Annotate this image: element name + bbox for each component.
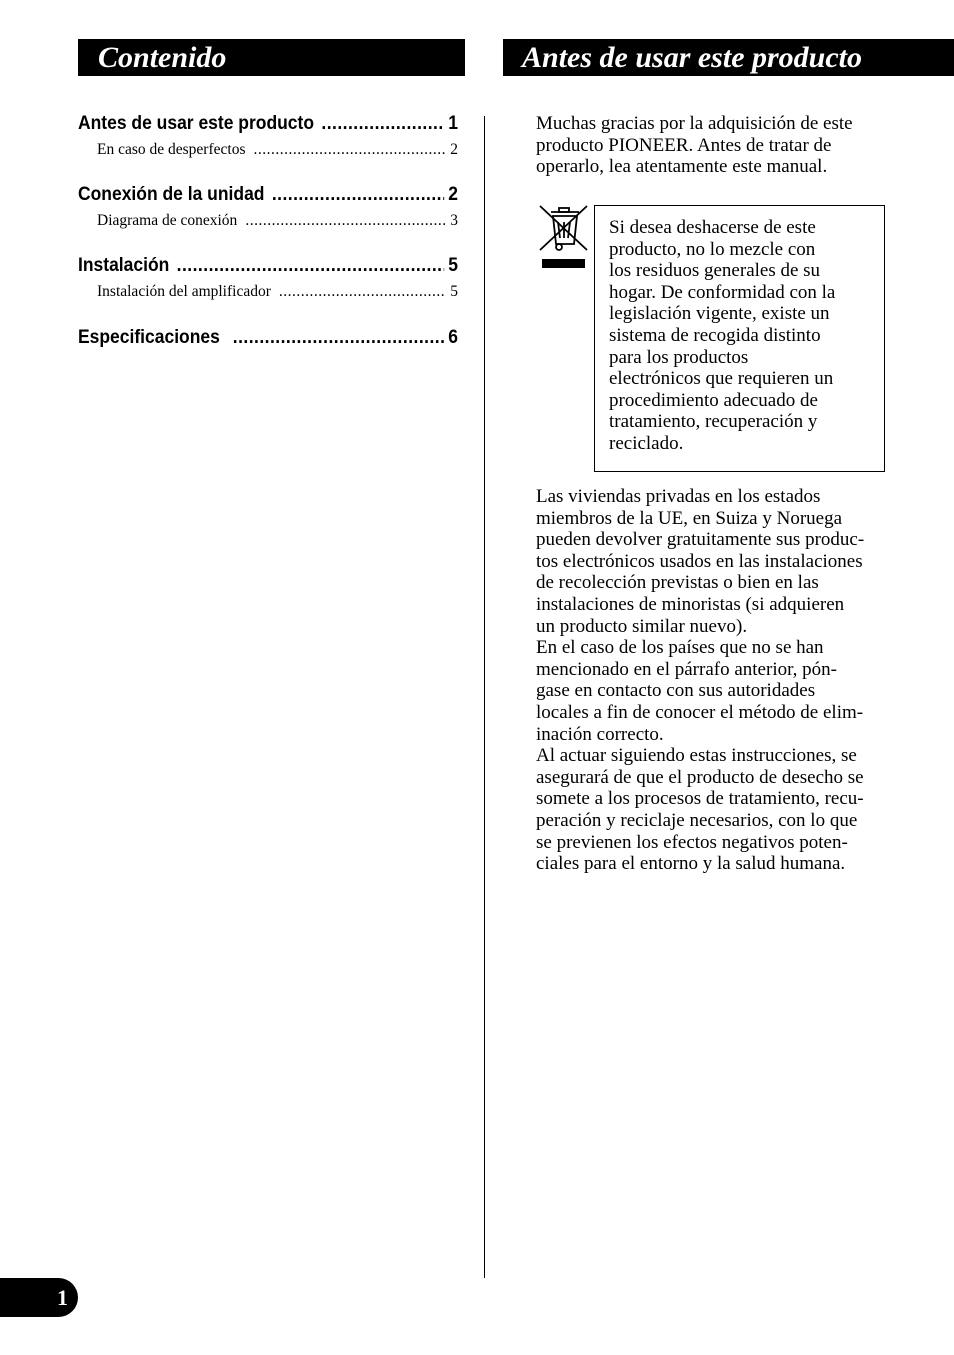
- toc-page: 5: [448, 255, 458, 276]
- toc-entry-3[interactable]: [78, 255, 458, 303]
- text-line: para los productos: [609, 346, 749, 368]
- contents-header: Contenido: [78, 39, 465, 76]
- text-line: pueden devolver gratuitamente sus produc-: [536, 529, 865, 551]
- toc-title[interactable]: Especificaciones: [78, 327, 220, 348]
- text-line: somete a los procesos de tratamiento, recu-: [536, 788, 864, 810]
- toc-leader: [245, 212, 446, 230]
- text-line: En el caso de los países que no se han: [536, 637, 824, 659]
- text-line: sistema de recogida distinto: [609, 324, 821, 346]
- text-line: producto PIONEER. Antes de tratar de: [536, 134, 832, 156]
- toc-leader: [321, 113, 444, 135]
- text-line: un producto similar nuevo).: [536, 615, 748, 637]
- text-line: Al actuar siguiendo estas instrucciones, se: [536, 745, 857, 767]
- toc-leader: [253, 141, 446, 159]
- toc-leader: [272, 184, 445, 206]
- toc-leader: [177, 255, 445, 277]
- toc-sub-page: 3: [450, 212, 458, 229]
- text-line: procedimiento adecuado de: [609, 389, 818, 411]
- text-line: se previenen los efectos negativos poten-: [536, 831, 848, 853]
- toc-title[interactable]: Antes de usar este producto: [78, 113, 315, 134]
- text-line: inación correcto.: [536, 723, 664, 745]
- crossed-out-wheelie-bin-icon: [537, 204, 589, 270]
- toc-entry-4[interactable]: [78, 327, 458, 351]
- toc-page: 1: [448, 113, 458, 134]
- toc-leader: [279, 283, 446, 301]
- text-line: Muchas gracias por la adquisición de este: [536, 113, 853, 134]
- text-line: legislación vigente, existe un: [609, 303, 830, 325]
- toc-title[interactable]: Instalación: [78, 255, 170, 276]
- text-line: operarlo, lea atentamente este manual.: [536, 156, 828, 178]
- page-number-tab: 1: [0, 1278, 78, 1317]
- text-line: los residuos generales de su: [609, 260, 821, 282]
- section-header: Antes de usar este producto: [503, 39, 954, 76]
- text-line: gase en contacto con sus autoridades: [536, 680, 816, 702]
- text-line: Si desea deshacerse de este: [609, 217, 816, 238]
- text-line: instalaciones de minoristas (si adquieren: [536, 593, 845, 615]
- toc-sub-page: 2: [450, 141, 458, 158]
- toc-sub-title[interactable]: Diagrama de conexión: [97, 212, 238, 229]
- toc-leader: [233, 327, 445, 349]
- disposal-notice-box: [594, 205, 885, 472]
- toc-page: 6: [448, 327, 458, 348]
- text-line: tos electrónicos usados en las instalaciones: [536, 550, 863, 572]
- text-line: reciclado.: [609, 432, 684, 454]
- toc-entry-1[interactable]: [78, 113, 458, 161]
- column-divider: [484, 116, 485, 1278]
- text-line: peración y reciclaje necesarios, con lo que: [536, 809, 858, 831]
- text-line: tratamiento, recuperación y: [609, 411, 818, 433]
- text-line: de recolección previstas o bien en las: [536, 572, 819, 594]
- text-line: producto, no lo mezcle con: [609, 238, 816, 260]
- text-line: ciales para el entorno y la salud humana.: [536, 853, 846, 875]
- toc-page: 2: [448, 184, 458, 205]
- text-line: locales a fin de conocer el método de elim-: [536, 701, 864, 723]
- text-line: electrónicos que requieren un: [609, 368, 834, 390]
- intro-paragraph: [536, 113, 896, 178]
- text-line: asegurará de que el producto de desecho se: [536, 766, 864, 788]
- toc-sub-page: 5: [450, 283, 458, 300]
- toc-sub-title[interactable]: Instalación del amplificador: [97, 283, 271, 300]
- text-line: Las viviendas privadas en los estados: [536, 486, 821, 507]
- text-line: mencionado en el párrafo anterior, pón-: [536, 658, 837, 680]
- toc-sub-title[interactable]: En caso de desperfectos: [97, 141, 246, 158]
- toc-title[interactable]: Conexión de la unidad: [78, 184, 265, 205]
- toc-entry-2[interactable]: [78, 184, 458, 232]
- disposal-paragraphs: [536, 486, 896, 875]
- text-line: miembros de la UE, en Suiza y Noruega: [536, 507, 843, 529]
- text-line: hogar. De conformidad con la: [609, 281, 836, 303]
